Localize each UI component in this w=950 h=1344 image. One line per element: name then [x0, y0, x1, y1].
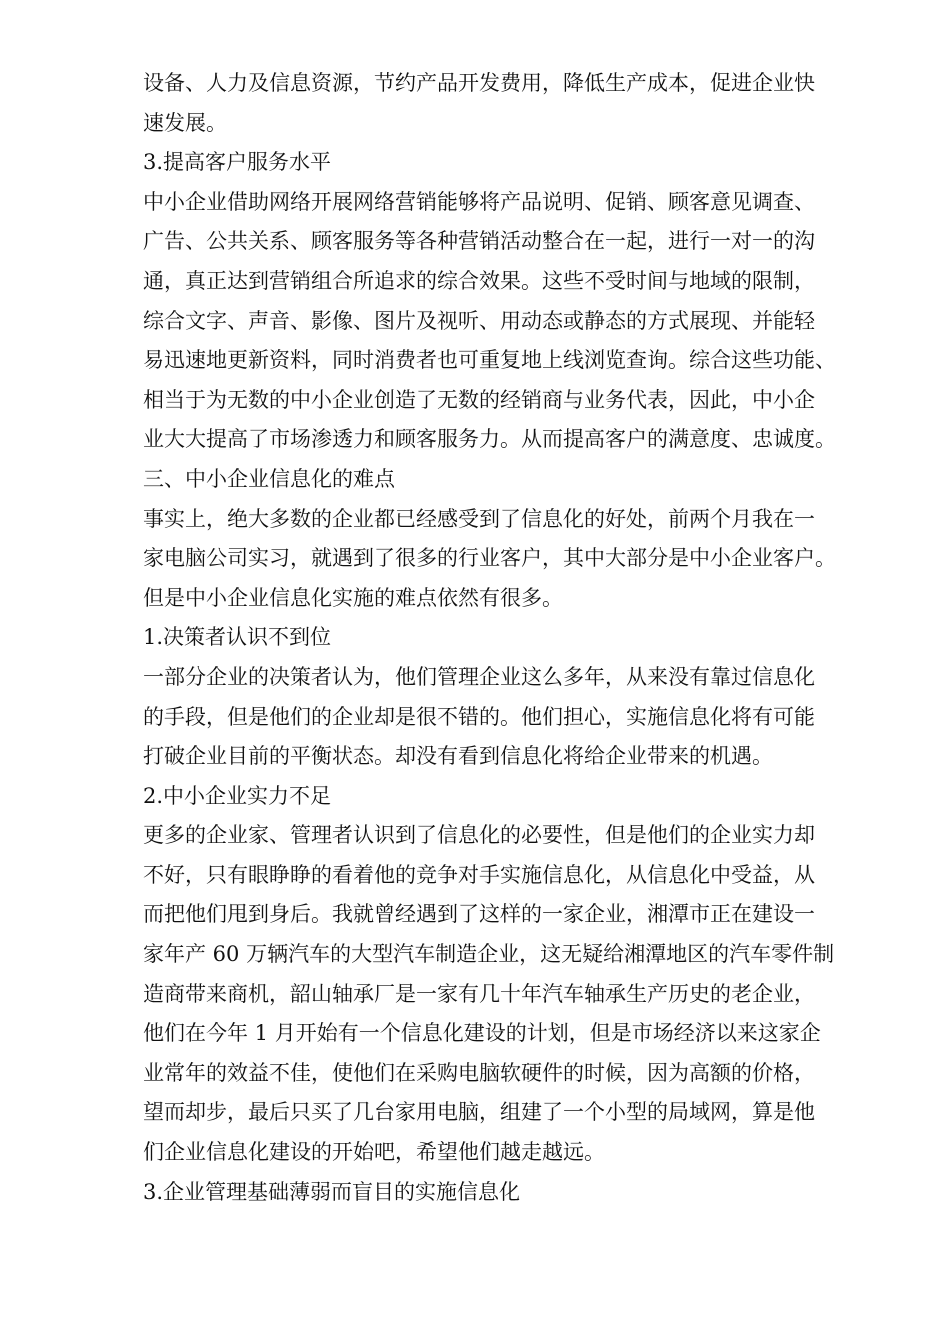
text-line: 造商带来商机，韶山轴承厂是一家有几十年汽车轴承生产历史的老企业， — [143, 981, 815, 1006]
text-line: 通，真正达到营销组合所追求的综合效果。这些不受时间与地域的限制， — [143, 268, 815, 293]
text-line: 广告、公共关系、顾客服务等各种营销活动整合在一起，进行一对一的沟 — [143, 229, 815, 254]
text-line: 家年产 60 万辆汽车的大型汽车制造企业，这无疑给湘潭地区的汽车零件制 — [143, 942, 835, 967]
section-heading: 2.中小企业实力不足 — [143, 783, 332, 808]
text-line: 而把他们甩到身后。我就曾经遇到了这样的一家企业，湘潭市正在建设一 — [143, 902, 815, 927]
section-heading: 3.企业管理基础薄弱而盲目的实施信息化 — [143, 1179, 521, 1204]
text-line: 业常年的效益不佳，使他们在采购电脑软硬件的时候，因为高额的价格， — [143, 1060, 815, 1085]
text-line: 中小企业借助网络开展网络营销能够将产品说明、促销、顾客意见调查、 — [143, 189, 815, 214]
text-line: 设备、人力及信息资源，节约产品开发费用，降低生产成本，促进企业快 — [143, 71, 815, 95]
text-line: 易迅速地更新资料，同时消费者也可重复地上线浏览查询。综合这些功能、 — [143, 348, 836, 373]
text-line: 速发展。 — [143, 110, 227, 135]
text-line: 相当于为无数的中小企业创造了无数的经销商与业务代表，因此，中小企 — [143, 387, 815, 412]
text-line: 望而却步，最后只买了几台家用电脑，组建了一个小型的局域网，算是他 — [143, 1100, 815, 1125]
chapter-heading: 三、中小企业信息化的难点 — [143, 466, 395, 491]
document-body — [143, 64, 883, 1212]
text-line: 打破企业目前的平衡状态。却没有看到信息化将给企业带来的机遇。 — [143, 744, 773, 769]
text-line: 家电脑公司实习，就遇到了很多的行业客户，其中大部分是中小企业客户。 — [143, 546, 836, 571]
text-line: 综合文字、声音、影像、图片及视听、用动态或静态的方式展现、并能轻 — [143, 308, 815, 333]
text-line: 们企业信息化建设的开始吧，希望他们越走越远。 — [143, 1140, 605, 1165]
text-line: 但是中小企业信息化实施的难点依然有很多。 — [143, 585, 563, 610]
text-line: 业大大提高了市场渗透力和顾客服务力。从而提高客户的满意度、忠诚度。 — [143, 427, 836, 452]
text-line: 他们在今年 1 月开始有一个信息化建设的计划，但是市场经济以来这家企 — [143, 1021, 821, 1046]
section-heading: 3.提高客户服务水平 — [143, 150, 332, 175]
text-line: 更多的企业家、管理者认识到了信息化的必要性，但是他们的企业实力却 — [143, 823, 815, 848]
text-line: 一部分企业的决策者认为，他们管理企业这么多年，从来没有靠过信息化 — [143, 664, 815, 689]
section-heading: 1.决策者认识不到位 — [143, 625, 332, 650]
text-line: 不好，只有眼睁睁的看着他的竞争对手实施信息化，从信息化中受益，从 — [143, 862, 815, 887]
text-line: 的手段，但是他们的企业却是很不错的。他们担心，实施信息化将有可能 — [143, 704, 815, 729]
text-line: 事实上，绝大多数的企业都已经感受到了信息化的好处，前两个月我在一 — [143, 506, 815, 531]
